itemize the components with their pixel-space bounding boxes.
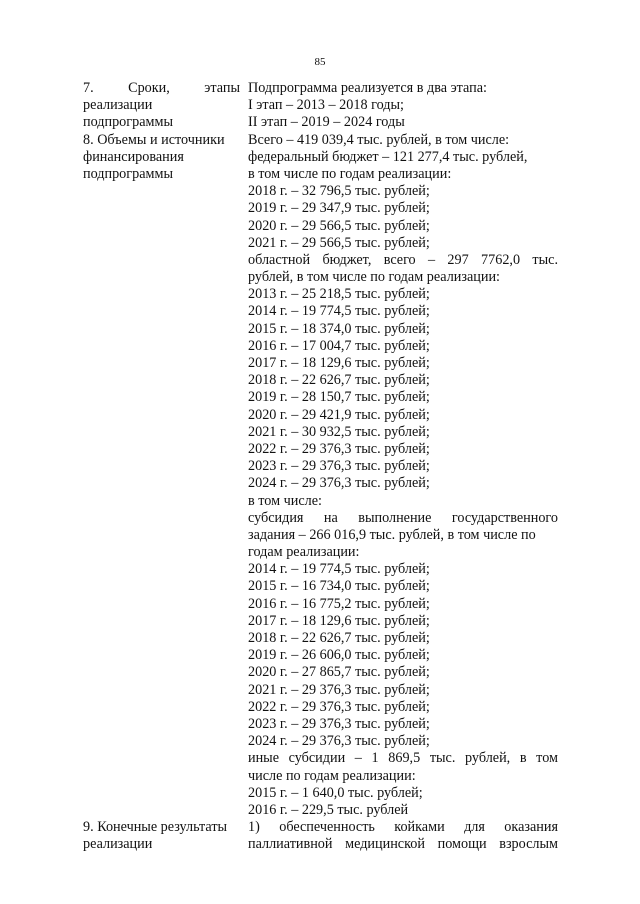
content-line: 2016 г. – 17 004,7 тыс. рублей; bbox=[248, 337, 430, 354]
label-line: подпрограммы bbox=[83, 165, 173, 182]
content-line: в том числе по годам реализации: bbox=[248, 165, 452, 182]
content-line: 2014 г. – 19 774,5 тыс. рублей; bbox=[248, 561, 430, 578]
content-line: 1) обеспеченность койками для оказания bbox=[248, 819, 558, 836]
label-line: 7. Сроки, этапы bbox=[83, 80, 240, 96]
content-line: в том числе: bbox=[248, 492, 322, 509]
content-line: рублей, в том числе по годам реализации: bbox=[248, 269, 500, 286]
content-line: паллиативной медицинской помощи взрослым bbox=[248, 836, 558, 853]
row-label bbox=[83, 80, 240, 132]
label-line: 9. Конечные результаты bbox=[83, 819, 228, 836]
content-line: субсидия на выполнение государственного bbox=[248, 509, 558, 526]
row-content bbox=[248, 132, 558, 820]
table-row bbox=[83, 819, 561, 853]
content-line: 2020 г. – 29 421,9 тыс. рублей; bbox=[248, 406, 430, 423]
content-line: 2019 г. – 26 606,0 тыс. рублей; bbox=[248, 647, 430, 664]
content-line: Подпрограмма реализуется в два этапа: bbox=[248, 80, 487, 96]
content-line: иные субсидии – 1 869,5 тыс. рублей, в том bbox=[248, 750, 558, 767]
page-number: 85 bbox=[314, 56, 326, 68]
table-row bbox=[83, 80, 561, 132]
table-row bbox=[83, 132, 561, 820]
row-content bbox=[248, 819, 558, 853]
content-line: 2017 г. – 18 129,6 тыс. рублей; bbox=[248, 612, 430, 629]
content-line: 2015 г. – 18 374,0 тыс. рублей; bbox=[248, 320, 430, 337]
content-line: областной бюджет, всего – 297 7762,0 тыс. bbox=[248, 251, 558, 268]
content-line: 2014 г. – 19 774,5 тыс. рублей; bbox=[248, 303, 430, 320]
content-line: 2018 г. – 22 626,7 тыс. рублей; bbox=[248, 372, 430, 389]
passport-table bbox=[83, 80, 561, 853]
content-line: 2023 г. – 29 376,3 тыс. рублей; bbox=[248, 715, 430, 732]
content-line: 2019 г. – 29 347,9 тыс. рублей; bbox=[248, 200, 430, 217]
content-line: 2017 г. – 18 129,6 тыс. рублей; bbox=[248, 355, 430, 371]
content-line: 2018 г. – 32 796,5 тыс. рублей; bbox=[248, 183, 430, 200]
content-line: 2021 г. – 29 376,3 тыс. рублей; bbox=[248, 681, 430, 698]
content-line: задания – 266 016,9 тыс. рублей, в том числе по bbox=[248, 526, 536, 543]
content-line: 2022 г. – 29 376,3 тыс. рублей; bbox=[248, 440, 430, 457]
content-line: 2018 г. – 22 626,7 тыс. рублей; bbox=[248, 630, 430, 646]
content-line: 2016 г. – 16 775,2 тыс. рублей; bbox=[248, 595, 430, 612]
content-line: 2019 г. – 28 150,7 тыс. рублей; bbox=[248, 389, 430, 406]
content-line: 2024 г. – 29 376,3 тыс. рублей; bbox=[248, 733, 430, 750]
content-line: 2021 г. – 29 566,5 тыс. рублей; bbox=[248, 234, 430, 251]
content-line: 2024 г. – 29 376,3 тыс. рублей; bbox=[248, 475, 430, 492]
content-line: 2016 г. – 229,5 тыс. рублей bbox=[248, 801, 409, 818]
row-label bbox=[83, 819, 240, 853]
content-line: 2020 г. – 27 865,7 тыс. рублей; bbox=[248, 664, 430, 681]
content-line: 2023 г. – 29 376,3 тыс. рублей; bbox=[248, 458, 430, 475]
content-line: 2020 г. – 29 566,5 тыс. рублей; bbox=[248, 217, 430, 234]
content-line: 2015 г. – 1 640,0 тыс. рублей; bbox=[248, 784, 423, 801]
label-line: реализации bbox=[83, 836, 153, 853]
content-line: 2021 г. – 30 932,5 тыс. рублей; bbox=[248, 423, 430, 440]
content-line: Всего – 419 039,4 тыс. рублей, в том числе: bbox=[248, 131, 510, 148]
content-line: 2013 г. – 25 218,5 тыс. рублей; bbox=[248, 286, 430, 303]
content-line: 2022 г. – 29 376,3 тыс. рублей; bbox=[248, 698, 430, 715]
label-line: реализации bbox=[83, 97, 153, 114]
content-line: II этап – 2019 – 2024 годы bbox=[248, 114, 405, 131]
row-label bbox=[83, 132, 240, 820]
row-content bbox=[248, 80, 558, 132]
content-line: годам реализации: bbox=[248, 544, 360, 561]
content-line: числе по годам реализации: bbox=[248, 767, 416, 784]
label-line: 8. Объемы и источники bbox=[83, 131, 225, 148]
content-line: 2015 г. – 16 734,0 тыс. рублей; bbox=[248, 578, 430, 595]
content-line: федеральный бюджет – 121 277,4 тыс. рублей, bbox=[248, 148, 528, 165]
label-line: финансирования bbox=[83, 148, 184, 165]
label-line: подпрограммы bbox=[83, 114, 173, 131]
content-line: I этап – 2013 – 2018 годы; bbox=[248, 97, 404, 114]
